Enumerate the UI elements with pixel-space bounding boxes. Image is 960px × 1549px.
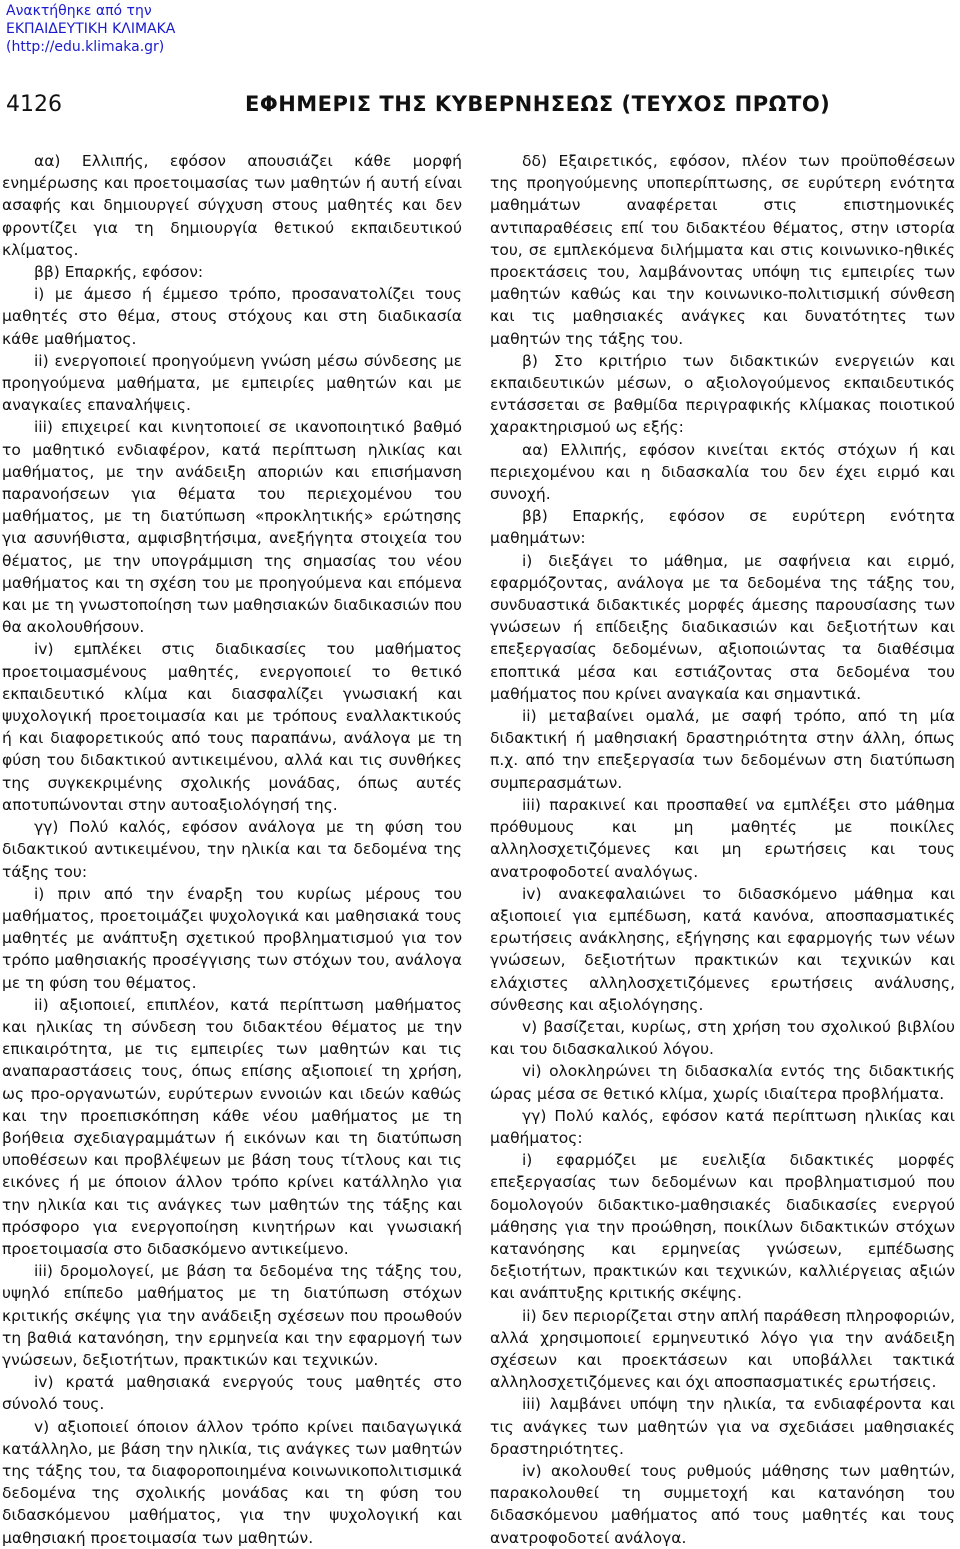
paragraph: iii) παρακινεί και προσπαθεί να εμπλέξει στο μάθημα πρόθυμους και μη μαθητές με ποικίλες αλληλοσχετιζόμενες και μη ερωτήσεις και τους ανατροφοδοτεί αναλόγως. — [490, 795, 955, 881]
paragraph: δδ) Εξαιρετικός, εφόσον, πλέον των προϋποθέσεων της προηγούμενης υποπερίπτωσης, σε ευρύτερη ενότητα μαθημάτων αναφέρεται στις επιστημονικές αντιπαραθέσεις επί του διδακτέου θέματος, στην ιστορία του, σε εμπλεκόμενα διλήμματα και στις κοινωνικο-ηθικές προεκτάσεις του, λαμβάνοντας υπόψη τις εμπειρίες των μαθητών καθώς και την κοινωνικο-πολιτισμική σύνθεση και τις μαθησιακές ανάγκες και δυνατότητες των μαθητών της τάξης του. — [490, 152, 955, 348]
paragraph: ββ) Επαρκής, εφόσον σε ευρύτερη ενότητα μαθημάτων: — [490, 507, 955, 548]
paragraph: ii) δεν περιορίζεται στην απλή παράθεση πληροφοριών, αλλά χρησιμοποιεί ερμηνευτικό λόγο για την ανάδειξη σχέσεων και προεκτάσεων και υποβάλλει τακτικά αλληλοσχετιζόμενες και όχι αποσπασματικές ερωτήσεις. — [490, 1306, 955, 1392]
source-attribution[interactable] — [6, 2, 175, 56]
gazette-title: ΕΦΗΜΕΡΙΣ ΤΗΣ ΚΥΒΕΡΝΗΣΕΩΣ (ΤΕΥΧΟΣ ΠΡΩΤΟ) — [245, 92, 831, 116]
paragraph: i) με άμεσο ή έμμεσο τρόπο, προσανατολίζει τους μαθητές στο θέμα, στους στόχους και στη διαδικασία κάθε μαθήματος. — [2, 285, 462, 348]
paragraph: iv) εμπλέκει στις διαδικασίες του μαθήματος προετοιμασμένους μαθητές, ενεργοποιεί το θετικό εκπαιδευτικό κλίμα και διασφαλίζει γνωσιακή και ψυχολογική προετοιμασία και με τρόπους εναλλακτικούς ή και διαφορετικούς από τους παραπάνω, ανάλογα με τη φύση του διδακτικού αντικειμένου, αλλά και τις συνθήκες της συγκεκριμένης σχολικής μονάδας, όπως αυτές αποτυπώνονται στην αυτοαξιολόγησή της. — [2, 640, 462, 814]
paragraph: ii) μεταβαίνει ομαλά, με σαφή τρόπο, από τη μία διδακτική ή μαθησιακή δραστηριότητα στην άλλη, όπως π.χ. από την επεξεργασία των δεδομένων στη διατύπωση συμπερασμάτων. — [490, 707, 955, 792]
paragraph: i) εφαρμόζει με ευελιξία διδακτικές μορφές επεξεργασίας των δεδομένων και προβληματισμού που δομολογούν διδακτικο-μαθησιακές διαδικασίες ενεργού μάθησης για την προώθηση, ποικίλων διδακτικών στόχων κατανόησης και ερμηνείας γνώσεων, εμπέδωσης δεξιοτήτων, πρακτικών και τεχνικών, καλλιέργειας αξιών και ανάπτυξης κριτικής σκέψης. — [490, 1151, 955, 1303]
paragraph: v) αξιοποιεί όποιον άλλον τρόπο κρίνει παιδαγωγικά κατάλληλο, με βάση την ηλικία, τις ανάγκες των μαθητών της τάξης του, τα διαφοροποιημένα κοινωνικοπολιτισμικά δεδομένα της σχολικής μονάδας και τη φύση του διδασκόμενου μαθήματος, για την ψυχολογική και μαθησιακή προετοιμασία των μαθητών. — [2, 1417, 462, 1547]
source-line-2: ΕΚΠΑΙΔΕΥΤΙΚΗ ΚΛΙΜΑΚΑ — [6, 21, 176, 37]
paragraph: ii) ενεργοποιεί προηγούμενη γνώση μέσω σύνδεσης με προηγούμενα μαθήματα, με εμπειρίες μαθητών και με αναγκαίες επαναλήψεις. — [2, 351, 462, 415]
paragraph: iii) λαμβάνει υπόψη την ηλικία, τα ενδιαφέροντα και τις ανάγκες των μαθητών για να σχεδιάσει μαθησιακές δραστηριότητες. — [490, 1395, 955, 1458]
paragraph: v) βασίζεται, κυρίως, στη χρήση του σχολικού βιβλίου και του διδασκαλικού λόγου. — [490, 1017, 955, 1059]
paragraph: β) Στο κριτήριο των διδακτικών ενεργειών και εκπαιδευτικών μέσων, ο αξιολογούμενος εκπαιδευτικός εντάσσεται σε βαθμίδα περιγραφικής κλίμακας ποιοτικού χαρακτηρισμού ως εξής: — [490, 351, 955, 437]
paragraph: ββ) Επαρκής, εφόσον: — [34, 263, 204, 282]
paragraph: γγ) Πολύ καλός, εφόσον ανάλογα με τη φύση του διδακτικού αντικειμένου, την ηλικία και τα δεδομένα της τάξης του: — [2, 818, 462, 881]
paragraph: iii) επιχειρεί και κινητοποιεί σε ικανοποιητικό βαθμό το μαθητικό ενδιαφέρον, κατά περίπτωση ηλικίας και μαθήματος, με την ανάδειξη αποριών και επισήμανση παρανοήσεων για θέματα του περιεχομένου του μαθήματος, με τη διατύπωση «προκλητικής» ερώτησης για ασυνήθιστα, αμφισβητήσιμα, ανεξήγητα στοιχεία του θέματος, με την υπογράμμιση της σημασίας του νέου μαθήματος και τη σχέση του με προηγούμενα και επόμενα και με τη γνωστοποίηση των μαθησιακών διαδικασιών που θα ακολουθήσουν. — [2, 418, 462, 637]
paragraph: iv) ακολουθεί τους ρυθμούς μάθησης των μαθητών, παρακολουθεί τη συμμετοχή και κατανόηση του διδασκόμενου μαθήματος από τους μαθητές και τους ανατροφοδοτεί ανάλογα. — [490, 1461, 955, 1547]
paragraph: vi) ολοκληρώνει τη διδασκαλία εντός της διδακτικής ώρας μέσα σε θετικό κλίμα, χωρίς ιδιαίτερα προβλήματα. — [490, 1062, 955, 1103]
paragraph: γγ) Πολύ καλός, εφόσον κατά περίπτωση ηλικίας και μαθήματος: — [490, 1106, 955, 1147]
left-column — [2, 150, 462, 1549]
right-column — [490, 150, 955, 1549]
source-url[interactable]: (http://edu.klimaka.gr) — [6, 39, 165, 55]
paragraph: iii) δρομολογεί, με βάση τα δεδομένα της τάξης του, υψηλό επίπεδο μαθήματος με τη διατύπωση στόχων κριτικής σκέψης για την ανάδειξη σχέσεων που προωθούν τη βαθιά κατανόηση, την ερμηνεία και την εφαρμογή των γνώσεων, δεξιοτήτων, πρακτικών και τεχνικών. — [2, 1262, 462, 1369]
page-number: 4126 — [6, 92, 62, 117]
paragraph: αα) Ελλιπής, εφόσον απουσιάζει κάθε μορφή ενημέρωσης και προετοιμασίας των μαθητών ή αυτή είναι ασαφής και δημιουργεί σύγχυση στους μαθητές και δεν φροντίζει για τη δημιουργία θετικού εκπαιδευτικού κλίματος. — [2, 152, 462, 259]
paragraph: iv) ανακεφαλαιώνει το διδασκόμενο μάθημα και αξιοποιεί για εμπέδωση, κατά κανόνα, αποσπασματικές ερωτήσεις ανάκλησης, εξήγησης και εφαρμογής των νέων γνώσεων, δεξιοτήτων πρακτικών και τεχνικών και ελάχιστες αλληλοσχετιζόμενες ερωτήσεις ανάλυσης, σύνθεσης και αξιολόγησης. — [490, 884, 955, 1014]
paragraph: αα) Ελλιπής, εφόσον κινείται εκτός στόχων ή και περιεχομένου και η διδασκαλία του δεν έχει ειρμό και συνοχή. — [490, 440, 955, 504]
paragraph: ii) αξιοποιεί, επιπλέον, κατά περίπτωση μαθήματος και ηλικίας τη σύνδεση του διδακτέου θέματος με την επικαιρότητα, με τις εμπειρίες των μαθητών και τις αναπαραστάσεις τους, όπως επίσης αξιοποιεί τη χρήση, ως προ-οργανωτών, ευρύτερων εννοιών και ιδεών καθώς και την προεπισκόπηση κάθε νέου μαθήματος με τη βοήθεια σχεδιαγραμμάτων ή εικόνων και τη διατύπωση υποθέσεων και προβλέψεων με βάση τους τίτλους και τις εικόνες ή με όποιον άλλον τρόπο κρίνει κατάλληλο για την ηλικία και τις ανάγκες των μαθητών της τάξης και πρόσφορο για ενεργοποίηση κινητήρων και γνωσιακή προετοιμασία στο διδασκόμενο αντικείμενο. — [2, 995, 462, 1258]
page-header — [0, 92, 960, 132]
paragraph: i) διεξάγει το μάθημα, με σαφήνεια και ειρμό, εφαρμόζοντας, ανάλογα με τα δεδομένα της τάξης του, συνδυαστικά διδακτικές μορφές άμεσης παρουσίασης των γνώσεων ή επίδειξης διαδικασιών και δεξιοτήτων και επεξεργασίας δεδομένων, αξιοποιώντας τα διαθέσιμα εποπτικά μέσα και εστιάζοντας στα δεδομένα του μαθήματος που κρίνει αναγκαία και σημαντικά. — [490, 551, 955, 703]
paragraph: i) πριν από την έναρξη του κυρίως μέρους του μαθήματος, προετοιμάζει ψυχολογικά και μαθησιακά τους μαθητές με ανάπτυξη σχετικού προβληματισμού για τον τρόπο μαθησιακής προσέγγισης των στόχων του, ανάλογα με τη φύση του θέματος. — [2, 884, 462, 992]
paragraph: iv) κρατά μαθησιακά ενεργούς τους μαθητές στο σύνολό τους. — [2, 1373, 462, 1414]
source-line-1: Ανακτήθηκε από την — [6, 3, 152, 19]
